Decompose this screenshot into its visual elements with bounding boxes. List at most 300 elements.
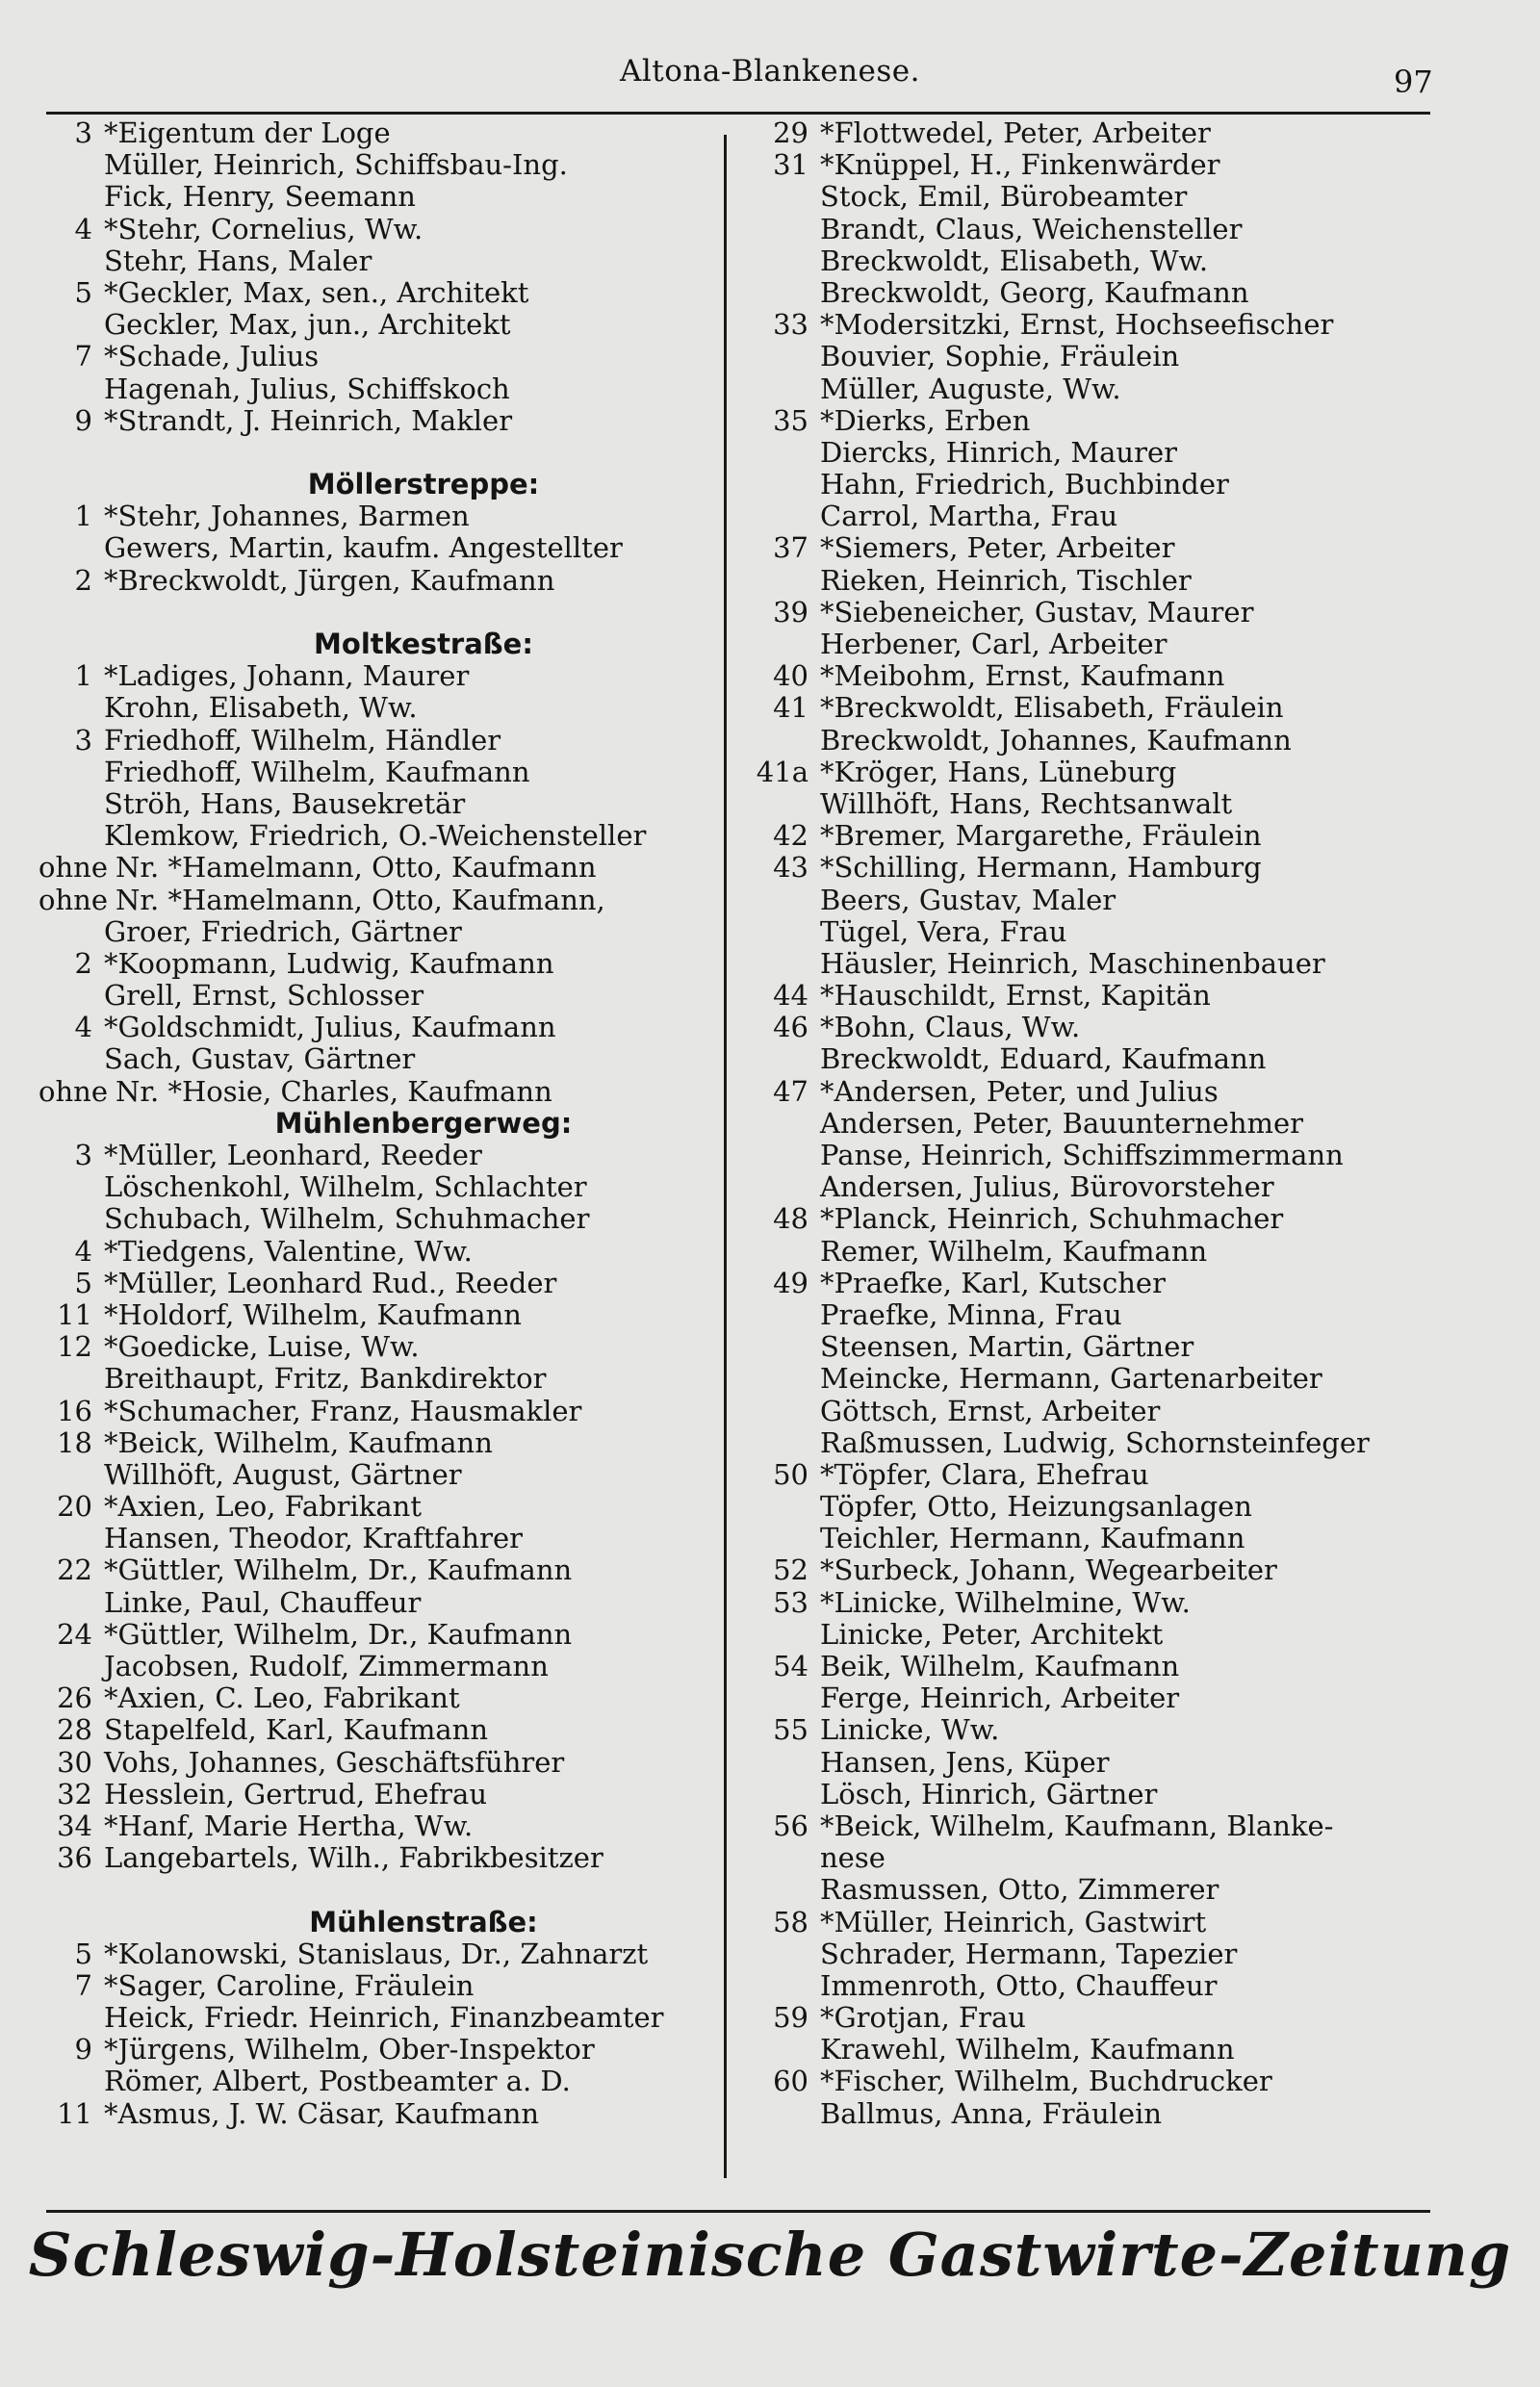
resident-entry: Andersen, Peter, Bauunternehmer (820, 1106, 1304, 1140)
directory-entry (38, 1427, 712, 1459)
directory-entry (38, 1299, 712, 1331)
resident-entry: Lösch, Hinrich, Gärtner (820, 1777, 1158, 1810)
resident-entry: Krohn, Elisabeth, Ww. (104, 691, 418, 725)
resident-entry: Stock, Emil, Bürobeamter (820, 180, 1188, 214)
directory-entry (38, 1842, 712, 1874)
resident-entry: *Breckwoldt, Jürgen, Kaufmann (104, 563, 555, 597)
resident-entry: Müller, Auguste, Ww. (820, 372, 1121, 405)
house-number: 37 (773, 531, 808, 565)
directory-entry (38, 500, 712, 532)
resident-entry: Remer, Wilhelm, Kaufmann (820, 1234, 1208, 1268)
house-number: 50 (773, 1457, 808, 1491)
section-spacer (38, 1874, 712, 1906)
resident-entry: Friedhoff, Wilhelm, Händler (104, 723, 501, 757)
house-number: 41a (756, 755, 808, 788)
resident-entry: *Meibohm, Ernst, Kaufmann (820, 659, 1225, 693)
directory-entry (38, 565, 712, 597)
resident-entry: *Jürgens, Wilhelm, Ober-Inspektor (104, 2033, 595, 2066)
directory-entry (741, 277, 1540, 309)
directory-entry (741, 2002, 1540, 2034)
directory-entry (741, 1331, 1540, 1363)
house-number: 7 (74, 1968, 92, 2002)
directory-entry (741, 1076, 1540, 1108)
directory-entry (38, 1043, 712, 1075)
directory-entry (38, 1331, 712, 1363)
directory-entry (741, 1682, 1540, 1714)
directory-entry (38, 245, 712, 277)
resident-entry: Hesslein, Gertrud, Ehefrau (104, 1777, 487, 1810)
resident-entry: *Ladiges, Johann, Maurer (104, 659, 470, 693)
directory-entry (38, 820, 712, 852)
resident-entry: *Tiedgens, Valentine, Ww. (104, 1234, 473, 1268)
directory-entry (38, 1587, 712, 1619)
directory-entry (741, 245, 1540, 277)
resident-entry: Willhöft, Hans, Rechtsanwalt (820, 786, 1233, 820)
house-number: 43 (773, 851, 808, 885)
directory-entry (38, 1459, 712, 1491)
resident-entry: *Stehr, Johannes, Barmen (104, 500, 470, 533)
resident-entry: *Goedicke, Luise, Ww. (104, 1330, 420, 1364)
directory-entry (741, 565, 1540, 597)
directory-entry (38, 1076, 712, 1108)
resident-entry: *Müller, Leonhard Rud., Reeder (104, 1266, 557, 1299)
directory-entry (38, 1779, 712, 1810)
directory-entry (741, 500, 1540, 532)
house-number: 59 (773, 2001, 808, 2035)
directory-entry (741, 1842, 1540, 1874)
resident-entry: Panse, Heinrich, Schiffszimmermann (820, 1139, 1344, 1171)
left-column (38, 117, 712, 2130)
directory-entry (741, 1299, 1540, 1331)
directory-entry (741, 1459, 1540, 1491)
directory-entry (38, 1970, 712, 2002)
resident-entry: Linicke, Ww. (820, 1713, 1000, 1747)
resident-entry: Töpfer, Otto, Heizungsanlagen (820, 1490, 1252, 1524)
resident-entry: *Koopmann, Ludwig, Kaufmann (104, 946, 554, 980)
directory-entry (741, 852, 1540, 884)
house-number: 32 (57, 1777, 92, 1810)
resident-entry: Carrol, Martha, Frau (820, 500, 1118, 533)
directory-entry (741, 1236, 1540, 1268)
resident-entry: *Müller, Heinrich, Gastwirt (820, 1905, 1207, 1938)
resident-entry: Klemkow, Friedrich, O.-Weichensteller (104, 819, 647, 853)
resident-entry: Beik, Wilhelm, Kaufmann (820, 1650, 1180, 1682)
directory-entry (38, 1396, 712, 1427)
resident-entry: *Linicke, Wilhelmine, Ww. (820, 1585, 1191, 1619)
directory-entry (38, 341, 712, 372)
directory-entry (741, 629, 1540, 660)
directory-entry (38, 117, 712, 149)
resident-entry: Breckwoldt, Elisabeth, Ww. (820, 244, 1209, 277)
house-number: 26 (57, 1681, 92, 1715)
resident-entry: nese (820, 1841, 886, 1875)
resident-entry: *Siemers, Peter, Arbeiter (820, 531, 1175, 565)
resident-entry: *Müller, Leonhard, Reeder (104, 1139, 482, 1171)
resident-entry: Rasmussen, Otto, Zimmerer (820, 1873, 1219, 1907)
house-number: 55 (773, 1713, 808, 1747)
resident-entry: Ballmus, Anna, Fräulein (820, 2096, 1163, 2130)
directory-entry (38, 1682, 712, 1714)
directory-entry (38, 980, 712, 1012)
directory-entry (741, 1587, 1540, 1619)
directory-entry (741, 1396, 1540, 1427)
resident-entry: *Beick, Wilhelm, Kaufmann, Blanke- (820, 1809, 1334, 1842)
directory-entry (38, 405, 712, 437)
directory-entry (38, 1171, 712, 1203)
directory-entry (38, 2002, 712, 2034)
house-number: 1 (74, 659, 92, 693)
resident-entry: *Sager, Caroline, Fräulein (104, 1968, 475, 2002)
directory-entry (38, 1747, 712, 1779)
resident-entry: Linicke, Peter, Architekt (820, 1617, 1164, 1651)
directory-entry (741, 1427, 1540, 1459)
resident-entry: *Hanf, Marie Hertha, Ww. (104, 1809, 474, 1842)
directory-entry (741, 214, 1540, 245)
directory-entry (741, 373, 1540, 405)
house-number: ohne (38, 851, 108, 885)
house-number: 11 (57, 2096, 92, 2130)
house-number: 2 (74, 563, 92, 597)
house-number: 16 (57, 1394, 92, 1427)
resident-entry: Hahn, Friedrich, Buchbinder (820, 468, 1229, 501)
directory-entry (38, 2098, 712, 2130)
directory-entry (741, 1043, 1540, 1075)
resident-entry: Heick, Friedr. Heinrich, Finanzbeamter (104, 2001, 664, 2035)
directory-entry (741, 469, 1540, 500)
resident-entry: *Holdorf, Wilhelm, Kaufmann (104, 1297, 522, 1331)
house-number: 48 (773, 1202, 808, 1236)
resident-entry: *Dierks, Erben (820, 403, 1031, 437)
resident-entry: Krawehl, Wilhelm, Kaufmann (820, 2033, 1235, 2066)
resident-entry: Willhöft, August, Gärtner (104, 1457, 462, 1491)
directory-entry (741, 885, 1540, 916)
resident-entry: Langebartels, Wilh., Fabrikbesitzer (104, 1841, 603, 1875)
directory-entry (741, 1779, 1540, 1810)
house-number: 46 (773, 1011, 808, 1044)
directory-entry (741, 181, 1540, 213)
house-number: 34 (57, 1809, 92, 1842)
directory-entry (38, 2034, 712, 2066)
page-number: 97 (1394, 64, 1433, 100)
directory-entry (38, 757, 712, 788)
resident-entry: Praefke, Minna, Frau (820, 1297, 1122, 1331)
house-number: 36 (57, 1841, 92, 1875)
house-number: 40 (773, 659, 808, 693)
footer-banner-text: Schleswig-Holsteinische Gastwirte-Zeitung (28, 2220, 1512, 2290)
directory-entry (741, 948, 1540, 980)
resident-entry: *Surbeck, Johann, Wegearbeiter (820, 1553, 1277, 1587)
resident-entry: Raßmussen, Ludwig, Schornsteinfeger (820, 1425, 1370, 1459)
directory-entry (741, 1938, 1540, 1970)
directory-entry (38, 852, 712, 884)
section-spacer (38, 437, 712, 469)
resident-entry: Müller, Heinrich, Schiffsbau-Ing. (104, 148, 568, 182)
resident-entry: *Stehr, Cornelius, Ww. (104, 212, 424, 245)
house-number: 3 (74, 1139, 92, 1171)
house-number: 53 (773, 1585, 808, 1619)
street-heading: Mühlenbergerweg: (274, 1106, 573, 1140)
directory-entry (741, 916, 1540, 948)
resident-entry: Jacobsen, Rudolf, Zimmermann (104, 1650, 549, 1682)
resident-entry: *Schilling, Hermann, Hamburg (820, 851, 1262, 885)
resident-entry: Schubach, Wilhelm, Schuhmacher (104, 1202, 590, 1236)
directory-entry (741, 117, 1540, 149)
resident-entry: *Schade, Julius (104, 340, 320, 373)
directory-entry (741, 980, 1540, 1012)
resident-entry: *Andersen, Peter, und Julius (820, 1074, 1219, 1108)
directory-entry (741, 1171, 1540, 1203)
resident-entry: *Grotjan, Frau (820, 2001, 1026, 2035)
house-number: 11 (57, 1297, 92, 1331)
directory-entry (741, 532, 1540, 564)
house-number: 5 (74, 1266, 92, 1299)
directory-entry (741, 1747, 1540, 1779)
resident-entry: *Töpfer, Clara, Ehefrau (820, 1457, 1149, 1491)
resident-entry: *Siebeneicher, Gustav, Maurer (820, 595, 1254, 629)
directory-entry (38, 1810, 712, 1842)
directory-entry (38, 1523, 712, 1554)
resident-entry: *Goldschmidt, Julius, Kaufmann (104, 1011, 556, 1044)
directory-entry (38, 181, 712, 213)
directory-entry (38, 660, 712, 692)
resident-entry: Bouvier, Sophie, Fräulein (820, 340, 1180, 373)
directory-entry (38, 692, 712, 724)
directory-entry (741, 1363, 1540, 1395)
directory-entry (38, 532, 712, 564)
directory-entry (741, 660, 1540, 692)
directory-entry (38, 2066, 712, 2097)
directory-entry (741, 1108, 1540, 1140)
resident-entry: Gewers, Martin, kaufm. Angestellter (104, 531, 623, 565)
resident-entry: *Bremer, Margarethe, Fräulein (820, 819, 1262, 853)
resident-entry: *Beick, Wilhelm, Kaufmann (104, 1425, 493, 1459)
resident-entry: Breckwoldt, Georg, Kaufmann (820, 275, 1249, 309)
house-number: 47 (773, 1074, 808, 1108)
directory-entry (741, 757, 1540, 788)
resident-entry: Hansen, Jens, Küper (820, 1745, 1110, 1779)
resident-entry: Ferge, Heinrich, Arbeiter (820, 1681, 1180, 1715)
footer-banner (0, 2220, 1540, 2290)
resident-entry: *Modersitzki, Ernst, Hochseefischer (820, 308, 1334, 342)
resident-entry: Schrader, Hermann, Tapezier (820, 1937, 1238, 1970)
directory-entry (741, 2098, 1540, 2130)
column-divider (724, 135, 727, 2178)
resident-entry: *Planck, Heinrich, Schuhmacher (820, 1202, 1284, 1236)
directory-entry (741, 437, 1540, 469)
house-number: 4 (74, 1011, 92, 1044)
resident-entry: Breckwoldt, Johannes, Kaufmann (820, 723, 1292, 757)
house-number: 33 (773, 308, 808, 342)
house-number: 1 (74, 500, 92, 533)
resident-entry: *Knüppel, H., Finkenwärder (820, 148, 1220, 182)
directory-entry (38, 1714, 712, 1746)
directory-entry (38, 1938, 712, 1970)
house-number: ohne (38, 1074, 108, 1108)
directory-entry (38, 885, 712, 916)
directory-entry (741, 1810, 1540, 1842)
directory-entry (38, 277, 712, 309)
directory-entry (741, 1874, 1540, 1906)
house-number: 44 (773, 979, 808, 1013)
resident-entry: Sach, Gustav, Gärtner (104, 1042, 416, 1076)
resident-entry: Stapelfeld, Karl, Kaufmann (104, 1713, 489, 1747)
directory-entry (741, 1714, 1540, 1746)
directory-entry (38, 214, 712, 245)
house-number: 18 (57, 1425, 92, 1459)
resident-entry: *Eigentum der Loge (104, 116, 391, 149)
header-rule (46, 112, 1430, 115)
house-number: 4 (74, 1234, 92, 1268)
directory-entry (38, 1619, 712, 1651)
resident-entry: Herbener, Carl, Arbeiter (820, 628, 1168, 660)
street-heading: Möllerstreppe: (307, 468, 540, 501)
directory-entry (38, 1491, 712, 1523)
house-number: 58 (773, 1905, 808, 1938)
resident-entry: Stehr, Hans, Maler (104, 244, 372, 277)
resident-entry: Nr. *Hamelmann, Otto, Kaufmann (115, 851, 597, 885)
resident-entry: Löschenkohl, Wilhelm, Schlachter (104, 1170, 587, 1204)
resident-entry: Diercks, Hinrich, Maurer (820, 435, 1177, 469)
resident-entry: Grell, Ernst, Schlosser (104, 979, 424, 1013)
resident-entry: Römer, Albert, Postbeamter a. D. (104, 2065, 571, 2098)
resident-entry: *Bohn, Claus, Ww. (820, 1011, 1081, 1044)
directory-entry (741, 725, 1540, 757)
directory-entry (38, 1140, 712, 1171)
house-number: 24 (57, 1617, 92, 1651)
directory-entry (741, 1203, 1540, 1235)
directory-entry (741, 405, 1540, 437)
resident-entry: *Flottwedel, Peter, Arbeiter (820, 116, 1211, 149)
directory-entry (741, 1970, 1540, 2002)
directory-entry (38, 1363, 712, 1395)
directory-entry (741, 1619, 1540, 1651)
resident-entry: *Kolanowski, Stanislaus, Dr., Zahnarzt (104, 1937, 649, 1970)
resident-entry: Göttsch, Ernst, Arbeiter (820, 1394, 1161, 1427)
directory-entry (38, 725, 712, 757)
directory-entry (741, 597, 1540, 629)
resident-entry: Brandt, Claus, Weichensteller (820, 212, 1243, 245)
resident-entry: *Hauschildt, Ernst, Kapitän (820, 979, 1211, 1013)
resident-entry: Häusler, Heinrich, Maschinenbauer (820, 946, 1325, 980)
house-number: 5 (74, 1937, 92, 1970)
directory-entry (741, 309, 1540, 341)
resident-entry: Meincke, Hermann, Gartenarbeiter (820, 1362, 1322, 1396)
directory-entry (741, 1268, 1540, 1299)
directory-entry (38, 948, 712, 980)
house-number: 41 (773, 691, 808, 725)
house-number: 12 (57, 1330, 92, 1364)
directory-entry (38, 1203, 712, 1235)
footer-rule (46, 2210, 1430, 2213)
resident-entry: Breckwoldt, Eduard, Kaufmann (820, 1042, 1267, 1076)
street-heading: Mühlenstraße: (309, 1905, 538, 1938)
resident-entry: Ströh, Hans, Bausekretär (104, 786, 466, 820)
house-number: 39 (773, 595, 808, 629)
resident-entry: *Axien, Leo, Fabrikant (104, 1490, 423, 1524)
house-number: 56 (773, 1809, 808, 1842)
resident-entry: Breithaupt, Fritz, Bankdirektor (104, 1362, 547, 1396)
directory-entry (741, 1140, 1540, 1171)
resident-entry: *Kröger, Hans, Lüneburg (820, 755, 1177, 788)
directory-entry (38, 916, 712, 948)
house-number: 7 (74, 340, 92, 373)
house-number: 60 (773, 2065, 808, 2098)
house-number: 54 (773, 1650, 808, 1682)
resident-entry: *Fischer, Wilhelm, Buchdrucker (820, 2065, 1272, 2098)
directory-entry (741, 2034, 1540, 2066)
directory-entry (741, 820, 1540, 852)
resident-entry: *Schumacher, Franz, Hausmakler (104, 1394, 582, 1427)
resident-entry: *Asmus, J. W. Cäsar, Kaufmann (104, 2096, 540, 2130)
house-number: 22 (57, 1553, 92, 1587)
resident-entry: Immenroth, Otto, Chauffeur (820, 1968, 1218, 2002)
resident-entry: *Geckler, Max, sen., Architekt (104, 275, 529, 309)
directory-entry (38, 788, 712, 820)
resident-entry: *Praefke, Karl, Kutscher (820, 1266, 1166, 1299)
directory-entry (38, 149, 712, 181)
directory-entry (741, 788, 1540, 820)
section-spacer (38, 597, 712, 629)
page-header-title: Altona-Blankenese. (619, 54, 921, 89)
house-number: ohne (38, 883, 108, 916)
directory-entry (741, 692, 1540, 724)
directory-entry (741, 1523, 1540, 1554)
resident-entry: Fick, Henry, Seemann (104, 180, 416, 214)
resident-entry: Steensen, Martin, Gärtner (820, 1330, 1194, 1364)
directory-entry (741, 1907, 1540, 1938)
directory-entry (741, 2066, 1540, 2097)
resident-entry: Linke, Paul, Chauffeur (104, 1585, 422, 1619)
resident-entry: Beers, Gustav, Maler (820, 883, 1116, 916)
directory-entry (741, 1651, 1540, 1682)
house-number: 28 (57, 1713, 92, 1747)
directory-entry (38, 1236, 712, 1268)
house-number: 3 (74, 116, 92, 149)
house-number: 35 (773, 403, 808, 437)
directory-entry (38, 1651, 712, 1682)
resident-entry: Nr. *Hosie, Charles, Kaufmann (115, 1074, 552, 1108)
directory-entry (38, 1012, 712, 1043)
resident-entry: *Breckwoldt, Elisabeth, Fräulein (820, 691, 1284, 725)
directory-entry (38, 309, 712, 341)
directory-entry (741, 149, 1540, 181)
house-number: 30 (57, 1745, 92, 1779)
resident-entry: Tügel, Vera, Frau (820, 914, 1067, 948)
house-number: 20 (57, 1490, 92, 1524)
directory-entry (741, 1491, 1540, 1523)
resident-entry: Andersen, Julius, Bürovorsteher (820, 1170, 1274, 1204)
resident-entry: Geckler, Max, jun., Architekt (104, 308, 511, 342)
resident-entry: Teichler, Hermann, Kaufmann (820, 1522, 1245, 1555)
resident-entry: Nr. *Hamelmann, Otto, Kaufmann, (115, 883, 605, 916)
resident-entry: Rieken, Heinrich, Tischler (820, 563, 1192, 597)
resident-entry: *Güttler, Wilhelm, Dr., Kaufmann (104, 1553, 573, 1587)
resident-entry: Hagenah, Julius, Schiffskoch (104, 372, 510, 405)
house-number: 4 (74, 212, 92, 245)
house-number: 42 (773, 819, 808, 853)
directory-entry (38, 373, 712, 405)
resident-entry: Vohs, Johannes, Geschäftsführer (104, 1745, 565, 1779)
resident-entry: Friedhoff, Wilhelm, Kaufmann (104, 755, 530, 788)
resident-entry: Hansen, Theodor, Kraftfahrer (104, 1522, 523, 1555)
street-heading: Moltkestraße: (314, 628, 533, 660)
house-number: 52 (773, 1553, 808, 1587)
house-number: 31 (773, 148, 808, 182)
directory-entry (741, 341, 1540, 372)
house-number: 2 (74, 946, 92, 980)
directory-entry (38, 1268, 712, 1299)
directory-entry (741, 1554, 1540, 1586)
